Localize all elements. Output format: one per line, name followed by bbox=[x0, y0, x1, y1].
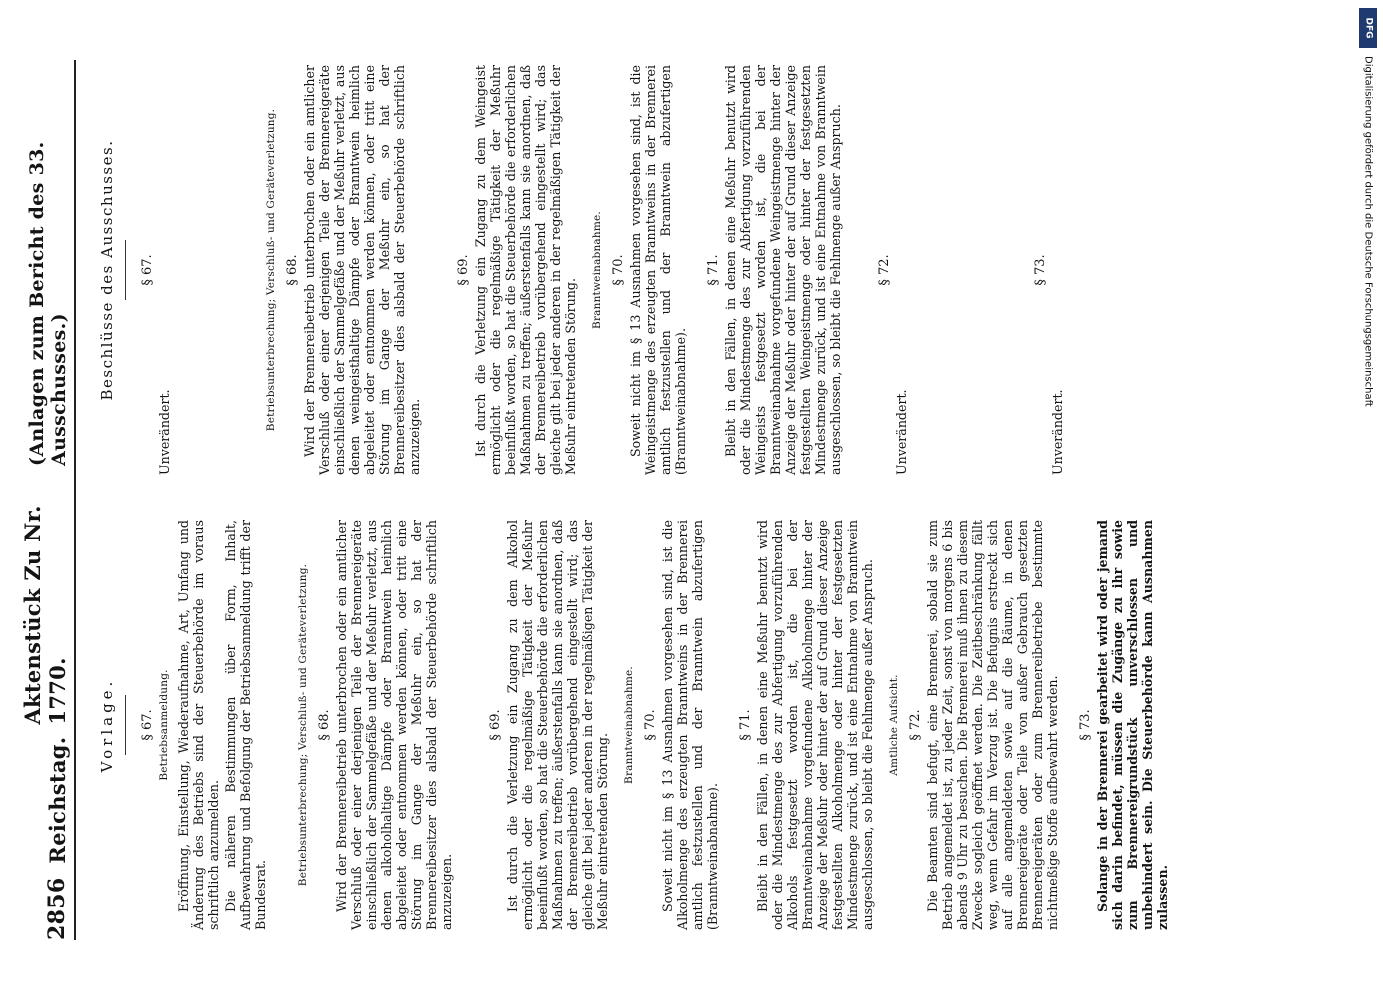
section-heading: Betriebsunterbrechung; Verschluß- und Geräteverletzung. bbox=[265, 108, 277, 432]
section-70-vorlage bbox=[622, 520, 720, 930]
section-number: § 71. bbox=[738, 709, 753, 741]
section-paragraph: Wird der Brennereibetrieb unterbrochen oder ein amtlicher Verschluß oder einer derjenigen Teile der Brennereigeräte einschließlich der Sammelgefäße und der Meßuhr verletzt, aus denen weingeisthaltige Dämpfe oder Branntwein heimlich abgeleitet oder entnommen werden können, oder tritt eine Störung im Gange der Meßuhr ein, so hat der Brennereibesitzer dies alsbald der Steuerbehörde schriftlich anzuzeigen. bbox=[302, 65, 422, 475]
section-69-beschluss bbox=[456, 65, 578, 475]
section-paragraph: Die näheren Bestimmungen über Form, Inhalt, Aufbewahrung und Befolgung der Betriebsanmeldung trifft der Bundesrat. bbox=[223, 520, 268, 930]
title-separator bbox=[125, 240, 126, 300]
header-anlagen: (Anlagen zum Bericht des 33. Ausschusses.) bbox=[26, 141, 70, 466]
section-72-beschluss bbox=[877, 65, 909, 475]
section-paragraph: Soweit nicht im § 13 Ausnahmen vorgesehen sind, ist die Alkoholmenge des erzeugten Branntweins in der Brennerei amtlich festzustellen und der Branntwein abzufertigen (Branntweinabnahme). bbox=[660, 520, 720, 930]
section-number: § 73. bbox=[1033, 254, 1048, 286]
section-paragraph: Soweit nicht im § 13 Ausnahmen vorgesehen sind, ist die Weingeistmenge des erzeugten Branntweins in der Brennerei amtlich festzustellen und der Branntwein abzufertigen (Branntweinabnahme). bbox=[628, 65, 688, 475]
section-70-beschluss bbox=[590, 65, 688, 475]
section-number: § 71. bbox=[706, 254, 721, 286]
section-71-vorlage bbox=[738, 520, 875, 930]
column-vorlage bbox=[100, 520, 1340, 930]
section-paragraph: Unverändert. bbox=[1050, 389, 1065, 475]
section-number: § 67. bbox=[140, 709, 155, 741]
section-number: § 69. bbox=[488, 709, 503, 741]
section-heading: Amtliche Aufsicht. bbox=[888, 674, 900, 776]
section-paragraph: Bleibt in den Fällen, in denen eine Meßuhr benutzt wird oder die Mindestmenge des zur Abfertigung vorzuführenden Weingeists festgesetzt worden ist, die bei der Branntweinabnahme vorgefundene Weingeistmenge hinter der Anzeige der Meßuhr oder hinter der auf Grund dieser Anzeige festgestellten Weingeistmenge oder hinter der festgesetzten Mindestmenge zurück, und ist eine Entnahme von Branntwein ausgeschlossen, so bleibt die Fehlmenge außer Anspruch. bbox=[723, 65, 843, 475]
section-67-beschluss bbox=[140, 65, 172, 475]
section-number: § 68. bbox=[285, 254, 300, 286]
digitization-note: Digitalisierung gefördert durch die Deutsche Forschungsgemeinschaft bbox=[1362, 56, 1374, 407]
section-paragraph: Solange in der Brennerei gearbeitet wird oder jemand sich darin befindet, müssen die Zugänge zu ihr sowie zum Brennereigrundstück unverschlossen und unbehindert sein. Die Steuerbehörde kann Ausnahmen zulassen. bbox=[1095, 520, 1170, 930]
section-heading: Branntweinabnahme. bbox=[591, 211, 603, 329]
title-separator bbox=[125, 695, 126, 755]
section-number: § 72. bbox=[877, 254, 892, 286]
section-paragraph: Bleibt in den Fällen, in denen eine Meßuhr benutzt wird oder die Mindestmenge des zur Abfertigung vorzuführenden Alkohols festgesetzt worden ist, die bei der Branntweinabnahme vorgefundene Alkoholmenge hinter der Anzeige der Meßuhr oder hinter der auf Grund dieser Anzeige festgestellten Alkoholmenge oder hinter der festgesetzten Mindestmenge zurück, und ist eine Entnahme von Branntwein ausgeschlossen, so bleibt die Fehlmenge außer Anspruch. bbox=[755, 520, 875, 930]
section-number: § 69. bbox=[456, 254, 471, 286]
page-header bbox=[20, 60, 76, 940]
section-number: § 70. bbox=[611, 254, 626, 286]
section-paragraph: Unverändert. bbox=[894, 389, 909, 475]
section-72-vorlage bbox=[887, 520, 1060, 930]
section-heading: Branntweinabnahme. bbox=[623, 666, 635, 784]
page-number: 2856 bbox=[44, 877, 70, 940]
section-number: § 67. bbox=[140, 254, 155, 286]
column-title-beschluesse: Beschlüsse des Ausschusses. bbox=[98, 139, 116, 401]
section-paragraph: Ist durch die Verletzung ein Zugang zu dem Alkohol ermöglicht oder die regelmäßige Tätigkeit der Meßuhr beeinflußt worden, so hat die Steuerbehörde die erforderlichen Maßnahmen zu treffen; äußerstenfalls kann sie anordnen, daß der Brennereibetrieb vorübergehend eingestellt wird; das gleiche gilt bei jeder anderen in der regelmäßigen Tätigkeit der Meßuhr eintretenden Störung. bbox=[505, 520, 610, 930]
header-reichstag: Reichstag. bbox=[45, 736, 70, 864]
dfg-logo-icon bbox=[1359, 8, 1377, 48]
section-73-vorlage bbox=[1078, 520, 1170, 930]
column-beschluesse bbox=[100, 65, 1340, 475]
section-paragraph: Unverändert. bbox=[157, 389, 172, 475]
section-paragraph: Die Beamten sind befugt, eine Brennerei, sobald sie zum Betrieb angemeldet ist, zu jeder Zeit, sonst von morgens 6 bis abends 9 Uhr zu besuchen. Die Brennerei muß ihnen zu diesem Zwecke sogleich geöffnet werden. Die Zeitbeschränkung fällt weg, wenn Gefahr im Verzug ist. Die Befugnis erstreckt sich auf alle angemeldeten sowie auf die Räume, in denen Brennereigeräte oder Teile von außer Gebrauch gesetzten Brennereigeräten oder zum Brennereibetriebe bestimmte nichtmeßige Stoffe aufbewahrt werden. bbox=[925, 520, 1060, 930]
section-paragraph: Eröffnung, Einstellung, Wiederaufnahme, Art, Umfang und Änderung des Betriebs sind der Steuerbehörde im voraus schriftlich anzumelden. bbox=[176, 520, 221, 930]
section-number: § 70. bbox=[643, 709, 658, 741]
digitization-stamp bbox=[1357, 8, 1379, 988]
section-number: § 73. bbox=[1078, 709, 1093, 741]
section-heading: Betriebsunterbrechung; Verschluß- und Geräteverletzung. bbox=[297, 563, 309, 887]
section-73-beschluss bbox=[1033, 65, 1065, 475]
section-heading: Betriebsanmeldung. bbox=[158, 669, 170, 781]
section-number: § 72. bbox=[908, 709, 923, 741]
section-paragraph: Ist durch die Verletzung ein Zugang zu dem Weingeist ermöglicht oder die regelmäßige Tätigkeit der Meßuhr beeinflußt worden, so hat die Steuerbehörde die erforderlichen Maßnahmen zu treffen; äußerstenfalls kann sie anordnen, daß der Brennereibetrieb vorübergehend eingestellt wird; das gleiche gilt bei jeder anderen in der regelmäßigen Tätigkeit der Meßuhr eintretenden Störung. bbox=[473, 65, 578, 475]
header-aktenstueck: Aktenstück Zu Nr. 1770. bbox=[20, 505, 70, 725]
column-title-vorlage: Vorlage. bbox=[98, 677, 116, 773]
section-paragraph: Wird der Brennereibetrieb unterbrochen oder ein amtlicher Verschluß oder einer derjenigen Teile der Brennereigeräte einschließlich der Sammelgefäße und der Meßuhr verletzt, aus denen alkoholhaltige Dämpfe oder Branntwein heimlich abgeleitet oder entnommen werden können, oder tritt eine Störung im Gange der Meßuhr ein, so hat der Brennereibesitzer dies alsbald der Steuerbehörde schriftlich anzuzeigen. bbox=[334, 520, 454, 930]
dfg-badge-label: DFG bbox=[1363, 17, 1374, 39]
section-68-beschluss bbox=[264, 65, 422, 475]
section-68-vorlage bbox=[296, 520, 454, 930]
section-69-vorlage bbox=[488, 520, 610, 930]
section-71-beschluss bbox=[706, 65, 843, 475]
section-number: § 68. bbox=[317, 709, 332, 741]
section-67-vorlage bbox=[140, 520, 268, 930]
